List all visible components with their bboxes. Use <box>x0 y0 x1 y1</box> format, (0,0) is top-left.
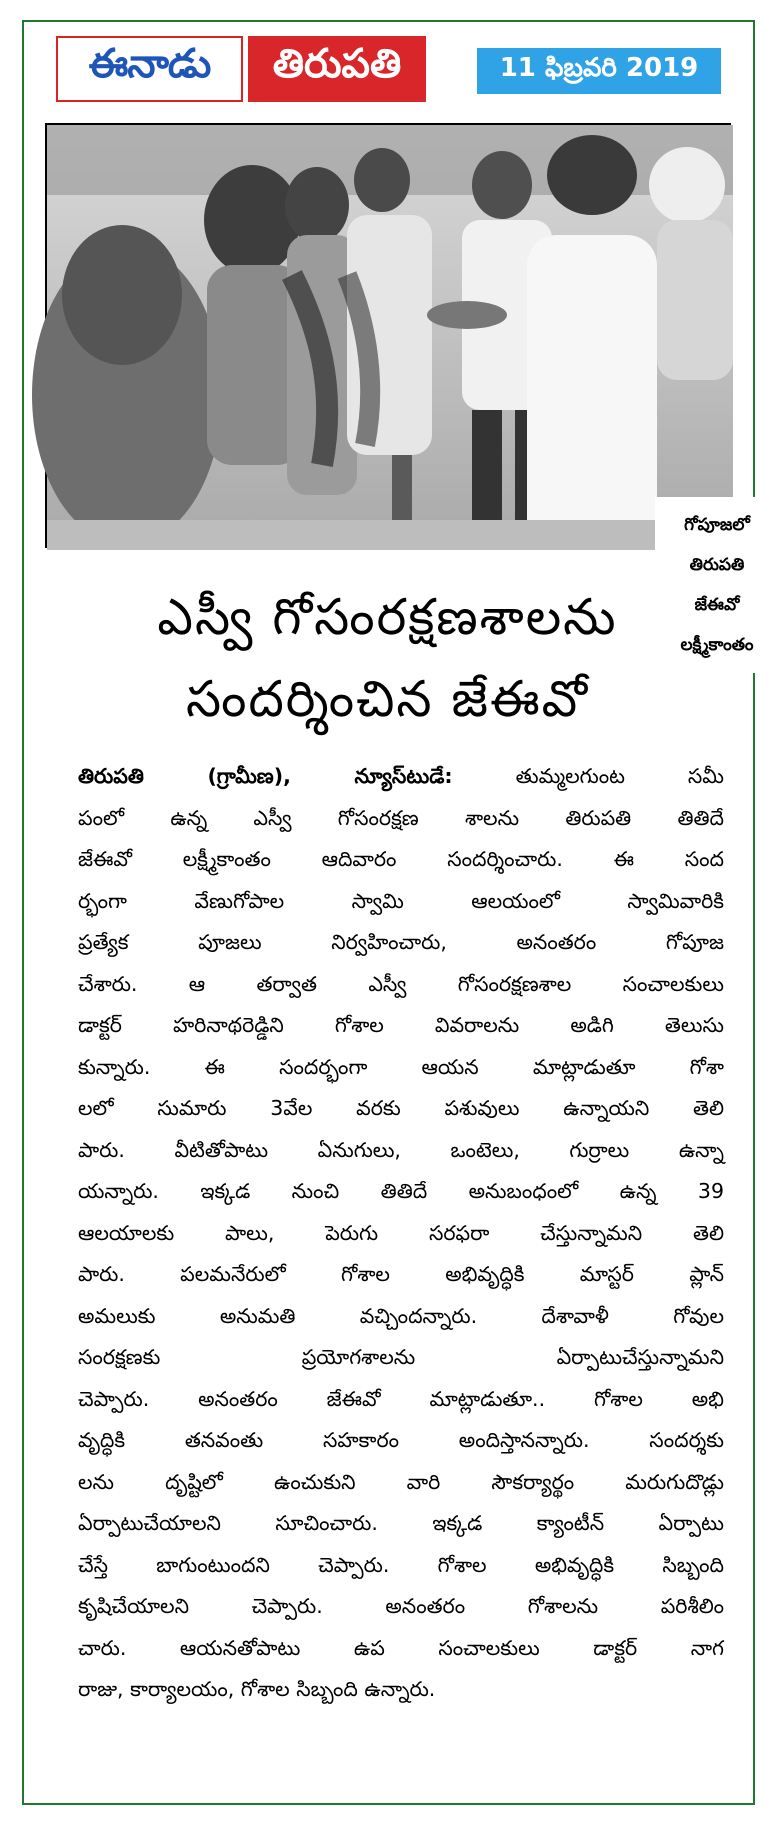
article-line: వృద్ధికి తనవంతు సహకారం అందిస్తానన్నారు. సందర్శకు <box>78 1428 724 1452</box>
headline-line: ఎస్వీ గోసంరక్షణశాలను <box>157 588 618 646</box>
caption-line: లక్ష్మీకాంతం <box>680 635 754 655</box>
article-line: ఏర్పాటుచేయాలని సూచించారు. ఇక్కడ క్యాంటీన్ ఏర్పాటు <box>78 1511 724 1535</box>
article-line: ఆలయాలకు పాలు, పెరుగు సరఫరా చేస్తున్నామని తెలి <box>78 1220 724 1245</box>
article-line: పారు. వీటితోపాటు ఏనుగులు, ఒంటెలు, గుర్రాలు ఉన్నా <box>78 1137 724 1162</box>
article-line: పారు. పలమనేరులో గోశాల అభివృద్ధికి మాస్టర్ ప్లాన్ <box>78 1262 724 1286</box>
article-line: చేస్తే బాగుంటుందని చెప్పారు. గోశాల అభివృద్ధికి సిబ్బంది <box>78 1552 724 1577</box>
caption-line: గోపూజలో <box>684 515 750 535</box>
article-line: పంలో ఉన్న ఎస్వీ గోసంరక్షణ శాలను తిరుపతి తితిదే <box>78 805 724 830</box>
article-line: యన్నారు. ఇక్కడ నుంచి తితిదే అనుబంధంలో ఉన్న 39 <box>78 1179 724 1203</box>
article-line: చేశారు. ఆ తర్వాత ఎస్వీ గోసంరక్షణశాల సంచాలకులు <box>78 971 724 996</box>
logo-text: ఈనాడు <box>88 41 211 87</box>
article-line: సంరక్షణకు ప్రయోగశాలను ఏర్పాటుచేస్తున్నామని <box>78 1345 724 1369</box>
article-line-first <box>78 756 724 798</box>
headline-line: సందర్శించిన జేఈవో <box>186 670 589 728</box>
dateline: తిరుపతి (గ్రామీణ), న్యూస్‌టుడే: <box>78 764 453 788</box>
newspaper-logo <box>56 36 243 102</box>
first-line-rest: తుమ్మలగుంట సమీ <box>452 764 724 788</box>
date-badge <box>477 48 721 94</box>
photo-illustration <box>47 125 733 550</box>
article-line: కున్నారు. ఈ సందర్భంగా ఆయన మాట్లాడుతూ గోశా <box>78 1054 724 1079</box>
article-line: రాజు, కార్యాలయం, గోశాల సిబ్బంది ఉన్నారు. <box>78 1677 436 1701</box>
article-line: అమలుకు అనుమతి వచ్చిందన్నారు. దేశావాళీ గోవుల <box>78 1303 724 1328</box>
date-text: 11 ఫిబ్రవరి 2019 <box>499 53 699 83</box>
article-line: ప్రత్యేక పూజలు నిర్వహించారు, అనంతరం గోపూజ <box>78 930 724 954</box>
article-line: లలో సుమారు 3వేల వరకు పశువులు ఉన్నాయని తెలి <box>78 1096 724 1120</box>
article-line: ర్భంగా వేణుగోపాల స్వామి ఆలయంలో స్వామివారికి <box>78 888 724 913</box>
edition-badge <box>248 36 426 102</box>
article-line: లను దృష్టిలో ఉంచుకుని వారి సౌకర్యార్థం మరుగుదొడ్లు <box>78 1469 724 1494</box>
headline <box>30 576 745 740</box>
article-line: కృషిచేయాలని చెప్పారు. అనంతరం గోశాలను పరిశీలిం <box>78 1594 724 1618</box>
caption-line: జేఈవో <box>694 595 740 615</box>
article-line: జేఈవో లక్ష్మీకాంతం ఆదివారం సందర్శించారు. ఈ సంద <box>78 847 724 871</box>
article-line: చారు. ఆయనతోపాటు ఉప సంచాలకులు డాక్టర్ నాగ <box>78 1635 724 1660</box>
article-line: డాక్టర్ హరినాథరెడ్డిని గోశాల వివరాలను అడిగి తెలుసు <box>78 1013 724 1037</box>
article-body <box>78 756 724 1711</box>
caption-line: తిరుపతి <box>689 555 745 575</box>
article-line: చెప్పారు. అనంతరం జేఈవో మాట్లాడుతూ.. గోశాల అభి <box>78 1386 724 1411</box>
edition-text: తిరుపతి <box>272 41 402 87</box>
